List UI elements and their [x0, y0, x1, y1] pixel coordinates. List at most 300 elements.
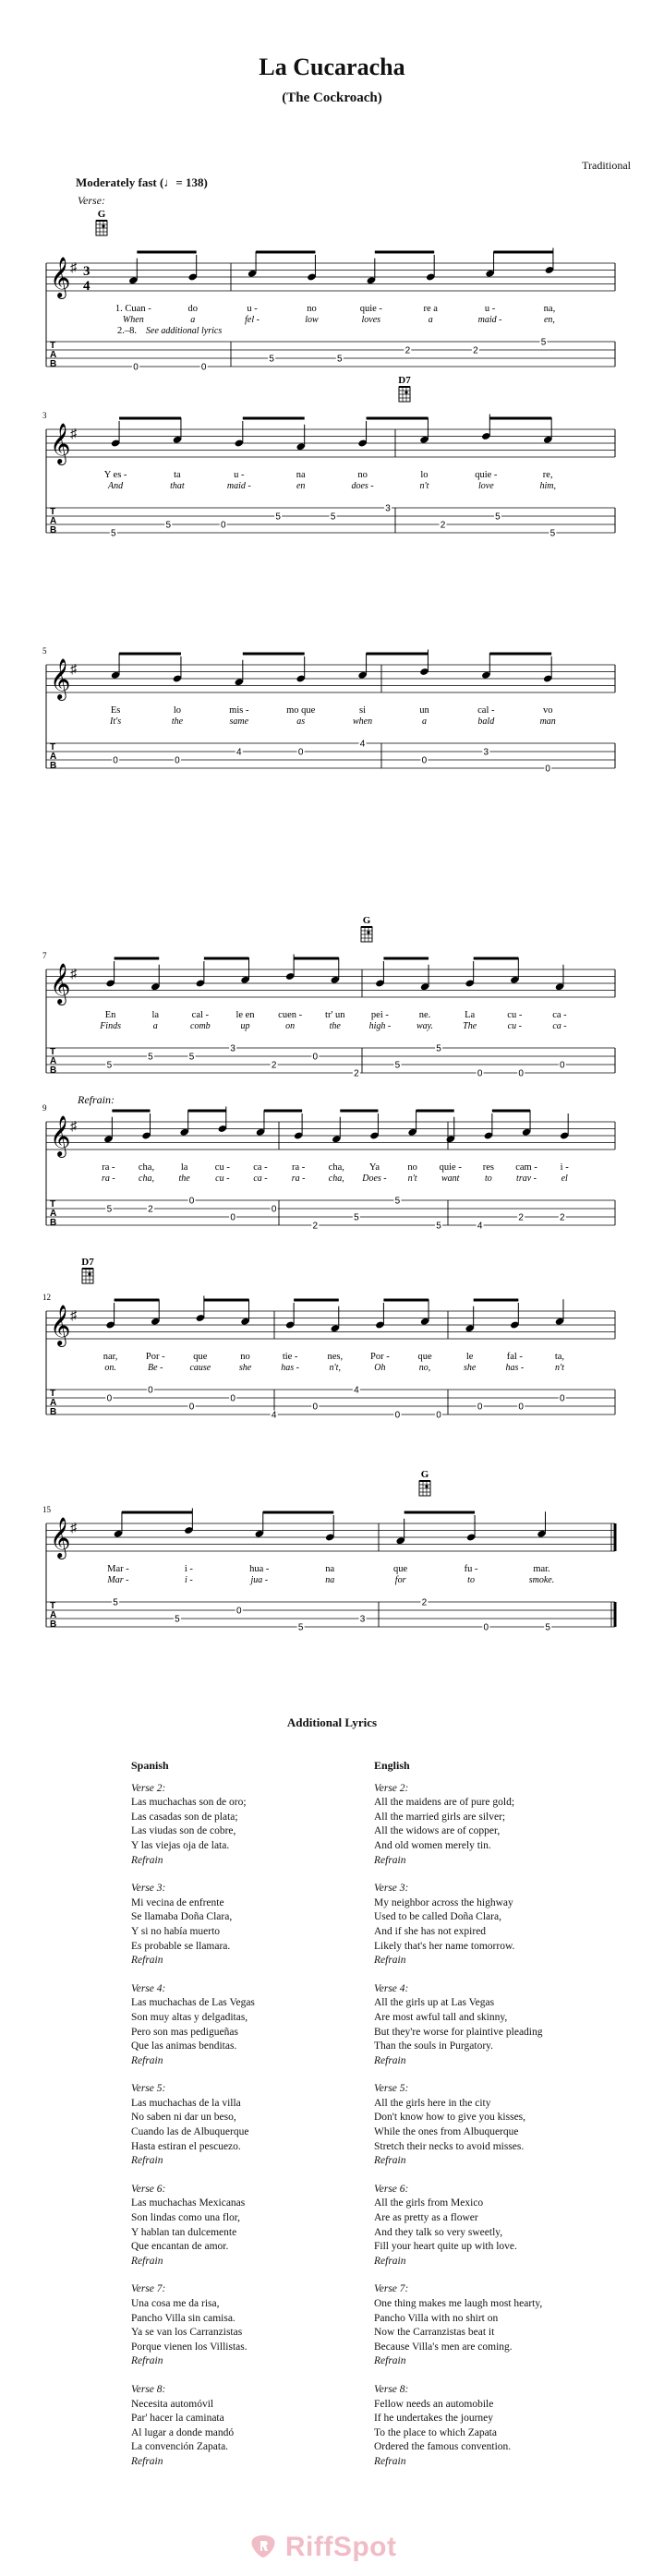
verse-label: Verse 8: — [131, 2383, 166, 2395]
verse-label: Verse 6: — [131, 2183, 166, 2195]
finger-dot — [367, 931, 369, 933]
lyric-syllable: i - — [184, 1564, 193, 1574]
tab-number: 5 — [188, 1052, 195, 1063]
lyric-syllable-english: love — [477, 481, 494, 491]
tab-number: 3 — [359, 1614, 366, 1625]
tab-clef-icon: A — [50, 1398, 57, 1408]
key-signature-sharp-icon: ♯ — [70, 427, 77, 441]
tab-number: 5 — [148, 1052, 153, 1063]
tab-number: 2 — [518, 1212, 524, 1223]
spanish-verse-4 — [131, 1982, 371, 2069]
lyric-syllable-english: en — [296, 481, 306, 491]
lyric-syllable: Por - — [145, 1352, 165, 1362]
lyric-syllable: cu - — [214, 1162, 230, 1173]
lyric-syllable-english: no, — [418, 1363, 431, 1373]
lyric-syllable: do — [187, 304, 198, 314]
spanish-verse-5 — [131, 2082, 371, 2169]
tab-number: 3 — [385, 503, 391, 514]
lyric-syllable-english: It's — [109, 716, 122, 727]
lyric-syllable-english: The — [463, 1021, 477, 1031]
tab-number: 5 — [354, 1212, 359, 1223]
lyric-line: Son lindas como una flor, — [131, 2212, 241, 2224]
lyric-syllable-english: on — [285, 1021, 296, 1031]
lyric-syllable: vo — [542, 705, 553, 716]
tab-clef-icon: B — [50, 1218, 57, 1228]
lyric-syllable: re a — [423, 304, 438, 314]
refrain-label: Refrain — [374, 2355, 406, 2367]
verse-label: Verse 7: — [131, 2283, 166, 2295]
measure-number: 15 — [42, 1505, 51, 1514]
lyric-syllable-english: she — [464, 1363, 477, 1373]
tab-number: 0 — [200, 362, 207, 373]
lyric-line: Una cosa me da risa, — [131, 2298, 220, 2309]
lyric-line: Pero son mas pedigueñas — [131, 2026, 238, 2038]
treble-clef-icon: 𝄞 — [50, 425, 71, 463]
additional-lyrics-title: Additional Lyrics — [286, 1715, 378, 1729]
lyric-line: Pancho Villa sin camisa. — [131, 2312, 235, 2324]
tab-number: 0 — [148, 1385, 153, 1396]
tab-number: 5 — [106, 1060, 113, 1071]
guitar-pick-icon — [249, 2534, 277, 2559]
lyric-line: Las muchachas de la villa — [131, 2097, 241, 2109]
lyric-line: All the girls up at Las Vegas — [374, 1997, 495, 2009]
lyric-syllable: ca - — [552, 1010, 567, 1020]
tab-number: 0 — [297, 747, 304, 758]
lyric-syllable-english: same — [229, 716, 249, 727]
lyric-syllable: le — [465, 1352, 474, 1362]
tab-number: 2 — [421, 1597, 428, 1608]
tab-number: 0 — [394, 1410, 401, 1421]
english-verse-7 — [374, 2282, 642, 2369]
finger-dot — [102, 224, 104, 227]
finger-dot — [404, 391, 407, 393]
lyric-line: Las viudas son de cobre, — [131, 1825, 236, 1837]
lyric-syllable-english: has - — [505, 1363, 525, 1373]
lyric-syllable: lo — [420, 470, 429, 480]
tab-number: 2 — [473, 345, 478, 356]
lyric-syllable: na — [325, 1564, 335, 1574]
tab-number: 0 — [518, 1068, 524, 1079]
tab-number: 5 — [394, 1196, 401, 1207]
lyric-syllable: La — [465, 1010, 476, 1020]
lyric-line: Fellow needs an automobile — [374, 2398, 494, 2410]
verse-label: Verse 5: — [131, 2083, 166, 2095]
lyric-syllable: cha, — [138, 1162, 155, 1173]
tab-number: 5 — [113, 1597, 118, 1608]
treble-clef-icon: 𝄞 — [50, 1117, 71, 1156]
tab-clef-icon: A — [50, 1610, 57, 1620]
verse-label: Verse 3: — [131, 1883, 166, 1895]
lyric-syllable: la — [151, 1010, 160, 1020]
spanish-lyrics-column — [131, 1759, 371, 2484]
treble-clef-icon: 𝄞 — [50, 1306, 71, 1345]
tab-number: 5 — [269, 354, 274, 365]
verse-label: Verse 7: — [374, 2283, 409, 2295]
spanish-verse-7 — [131, 2282, 371, 2369]
tab-clef-icon: T — [50, 507, 56, 517]
lyric-syllable: hua - — [249, 1564, 270, 1574]
lyric-syllable: lo — [173, 705, 182, 716]
lyric-syllable: na — [296, 470, 306, 480]
lyric-syllable-english: the — [171, 716, 184, 727]
tab-clef-icon: T — [50, 742, 56, 752]
refrain-label: Refrain — [131, 2155, 163, 2167]
lyric-syllable-english: has - — [281, 1363, 300, 1373]
lyric-syllable: quie - — [439, 1162, 462, 1173]
tab-clef-icon: A — [50, 752, 57, 762]
english-verse-6 — [374, 2183, 642, 2269]
lyric-syllable: no — [307, 304, 317, 314]
lyric-line: All the maidens are of pure gold; — [374, 1797, 515, 1809]
verse-label: Verse 5: — [374, 2083, 409, 2095]
lyric-syllable-english: ra - — [291, 1174, 306, 1184]
lyric-syllable-english: n't — [419, 481, 429, 491]
lyric-syllable-english: na — [325, 1575, 335, 1585]
lyric-syllable-english: him, — [539, 481, 556, 491]
key-signature-sharp-icon: ♯ — [70, 1309, 77, 1323]
tab-number: 2 — [312, 1221, 319, 1232]
lyric-line: And if she has not expired — [374, 1925, 487, 1937]
lyric-syllable-english: fel - — [245, 315, 260, 325]
lyric-syllable-english: she — [238, 1363, 252, 1373]
measure-number: 3 — [42, 411, 47, 420]
tempo-value: = 138) — [175, 175, 208, 189]
lyric-syllable-english: cha, — [139, 1174, 154, 1184]
refrain-label: Refrain — [131, 2054, 163, 2066]
tab-number: 0 — [477, 1068, 483, 1079]
refrain-label: Refrain — [374, 1955, 406, 1967]
english-verse-3 — [374, 1882, 642, 1968]
refrain-label: Refrain — [131, 1854, 163, 1866]
tab-number: 2 — [560, 1212, 565, 1223]
lyric-syllable-english: n't, — [329, 1363, 341, 1373]
lyric-syllable: que — [417, 1352, 432, 1362]
lyric-syllable-english: el — [561, 1174, 568, 1184]
lyric-line: One thing makes me laugh most hearty, — [374, 2298, 543, 2309]
lyric-line: Las casadas son de plata; — [131, 1811, 238, 1823]
lyric-line: Las muchachas de Las Vegas — [131, 1997, 255, 2009]
lyric-syllable-english: a — [421, 716, 427, 727]
lyric-syllable-english: cu - — [215, 1174, 230, 1184]
time-signature-top: 3 — [83, 264, 91, 279]
tab-number: 5 — [394, 1060, 401, 1071]
tab-number: 5 — [165, 520, 172, 531]
tab-number: 0 — [477, 1402, 483, 1413]
tab-number: 0 — [560, 1393, 565, 1404]
measure-number: 9 — [42, 1103, 47, 1113]
lyric-syllable: que — [193, 1352, 208, 1362]
lyric-syllable-english: a — [428, 315, 433, 325]
lyric-syllable: 1. Cuan - — [115, 304, 151, 314]
tab-number: 2 — [354, 1068, 359, 1079]
lyric-syllable-english: maid - — [477, 315, 502, 325]
lyric-syllable: mo que — [286, 705, 316, 716]
chord-name: G — [97, 209, 106, 220]
lyric-syllable-english: low — [305, 315, 319, 325]
lyric-syllable-english: i - — [185, 1575, 193, 1585]
lyric-line: Que las animas benditas. — [131, 2040, 237, 2052]
lyric-syllable-english: n't — [554, 1363, 564, 1373]
lyric-syllable-english: jua - — [250, 1575, 269, 1585]
finger-dot — [425, 1485, 428, 1487]
lyric-syllable: i - — [560, 1162, 569, 1173]
song-title: La Cucaracha — [259, 54, 405, 80]
lyric-syllable-english: loves — [361, 315, 381, 325]
lyric-syllable-english: trav - — [516, 1174, 537, 1184]
lyric-line: Used to be called Doña Clara, — [374, 1911, 501, 1923]
tab-number: 0 — [518, 1402, 524, 1413]
tab-clef-icon: A — [50, 1209, 57, 1219]
lyric-line: If he undertakes the journey — [374, 2413, 494, 2425]
tab-clef-icon: T — [50, 1199, 56, 1210]
tab-clef-icon: B — [50, 761, 57, 771]
tab-number: 5 — [436, 1043, 441, 1054]
lyric-line: Es probable se llamara. — [131, 1940, 231, 1952]
tab-clef-icon: B — [50, 359, 57, 369]
lyric-syllable: u - — [484, 304, 496, 314]
lyric-line: Cuando las de Albuquerque — [131, 2126, 249, 2138]
lyric-syllable: res — [482, 1162, 495, 1173]
key-signature-sharp-icon: ♯ — [70, 968, 77, 981]
measure-number: 12 — [42, 1293, 51, 1302]
treble-clef-icon: 𝄞 — [50, 965, 71, 1004]
treble-clef-icon: 𝄞 — [50, 660, 71, 699]
lyric-syllable-english: n't — [407, 1174, 417, 1184]
lyric-syllable-english: high - — [368, 1021, 392, 1031]
lyric-syllable: quie - — [359, 304, 382, 314]
lyric-syllable-english: bald — [477, 716, 495, 727]
lyric-syllable-english: up — [240, 1021, 250, 1031]
lyric-syllable-english: on. — [104, 1363, 116, 1373]
english-heading: English — [374, 1759, 410, 1772]
lyric-syllable: fal - — [506, 1352, 523, 1362]
tab-number: 0 — [106, 1393, 113, 1404]
lyric-syllable: pei - — [370, 1010, 389, 1020]
lyric-syllable: un — [419, 705, 429, 716]
tab-number: 5 — [495, 512, 501, 523]
lyric-syllable: ne. — [418, 1010, 431, 1020]
lyric-syllable-english: ca - — [552, 1021, 567, 1031]
chord-name: D7 — [398, 375, 411, 386]
lyric-syllable-english: man — [539, 716, 556, 727]
lyric-syllable: la — [180, 1162, 188, 1173]
tab-clef-icon: B — [50, 1619, 57, 1630]
treble-clef-icon: 𝄞 — [50, 259, 71, 297]
lyric-syllable-english: for — [394, 1575, 406, 1585]
lyric-syllable-english: Oh — [374, 1363, 386, 1373]
lyric-syllable-english: maid - — [226, 481, 251, 491]
lyric-syllable: le en — [235, 1010, 255, 1020]
verse-label: Verse 3: — [374, 1883, 409, 1895]
english-lyrics-column — [374, 1759, 642, 2484]
lyric-line: Y hablan tan dulcemente — [131, 2226, 237, 2238]
section-label-verse: Verse: — [78, 194, 105, 207]
lyric-syllable-english: cha, — [328, 1174, 344, 1184]
refrain-label: Refrain — [131, 2355, 163, 2367]
lyric-syllable: Mar - — [107, 1564, 129, 1574]
tab-number: 5 — [330, 512, 336, 523]
lyric-syllable: tie - — [282, 1352, 298, 1362]
lyric-syllable-english: cu - — [507, 1021, 522, 1031]
tab-number: 3 — [230, 1043, 235, 1054]
tab-clef-icon: T — [50, 1389, 56, 1399]
tab-number: 0 — [236, 1606, 242, 1617]
tab-number: 5 — [540, 337, 547, 348]
lyric-line: All the married girls are silver; — [374, 1811, 506, 1823]
tab-clef-icon: A — [50, 516, 57, 526]
refrain-label: Refrain — [374, 2255, 406, 2267]
refrain-label: Refrain — [374, 2054, 406, 2066]
english-verse-2 — [374, 1782, 642, 1869]
lyric-line: Than the souls in Purgatory. — [374, 2040, 494, 2052]
lyric-line: No saben ni dar un beso, — [131, 2112, 236, 2124]
tab-number: 5 — [297, 1622, 304, 1633]
riffspot-logo — [249, 2532, 396, 2563]
lyric-syllable: ta, — [554, 1352, 565, 1362]
lyric-syllable: u - — [247, 304, 258, 314]
lyric-line: Son muy altas y delgaditas, — [131, 2011, 248, 2023]
english-verse-8 — [374, 2383, 642, 2470]
tab-number: 5 — [549, 528, 556, 539]
lyric-syllable-english: as — [296, 716, 306, 727]
tab-number: 0 — [133, 362, 139, 373]
lyric-syllable-english: the — [329, 1021, 341, 1031]
tab-number: 0 — [188, 1196, 195, 1207]
lyric-syllable-english: a — [190, 315, 196, 325]
tab-number: 0 — [560, 1060, 565, 1071]
tab-number: 0 — [113, 755, 118, 766]
refrain-label: Refrain — [131, 1955, 163, 1967]
lyric-syllable-english: when — [353, 716, 373, 727]
lyric-line: Stretch their necks to avoid misses. — [374, 2140, 525, 2152]
lyric-line: Porque vienen los Villistas. — [131, 2341, 247, 2353]
lyric-syllable-english: a — [152, 1021, 158, 1031]
refrain-label: Refrain — [374, 1854, 406, 1866]
tab-number: 5 — [175, 1614, 180, 1625]
spanish-heading: Spanish — [131, 1759, 169, 1772]
measure-number: 5 — [42, 646, 47, 656]
lyric-line: And old women merely tin. — [374, 1839, 491, 1851]
lyric-syllable: mar. — [533, 1564, 550, 1574]
chord-name: G — [362, 915, 371, 926]
refrain-label: Refrain — [374, 2155, 406, 2167]
lyric-syllable: cal - — [477, 705, 495, 716]
lyric-syllable-english: And — [108, 481, 124, 491]
lyric-syllable: re, — [542, 470, 553, 480]
lyric-line: But they're worse for plaintive pleading — [374, 2026, 543, 2038]
lyric-line: Are as pretty as a flower — [374, 2212, 478, 2224]
tab-number: 0 — [421, 755, 428, 766]
lyric-line: Se llamaba Doña Clara, — [131, 1911, 233, 1923]
lyric-line: Are most awful tall and skinny, — [374, 2011, 508, 2023]
lyric-syllable-english: that — [170, 481, 185, 491]
measure-number: 7 — [42, 951, 47, 960]
key-signature-sharp-icon: ♯ — [70, 1120, 77, 1134]
verse-label: Verse 6: — [374, 2183, 409, 2195]
tab-number: 0 — [188, 1402, 195, 1413]
spanish-verse-3 — [131, 1882, 371, 1968]
lyric-syllable-english: ra - — [101, 1174, 115, 1184]
lyric-syllable: cal - — [191, 1010, 210, 1020]
lyric-line: All the girls from Mexico — [374, 2197, 484, 2209]
tab-number: 5 — [545, 1622, 550, 1633]
tab-number: 0 — [312, 1052, 319, 1063]
lyric-syllable-english: When — [122, 315, 144, 325]
lyric-syllable: fu - — [464, 1564, 478, 1574]
lyric-line: Now the Carranzistas beat it — [374, 2327, 495, 2339]
english-verse-5 — [374, 2082, 642, 2169]
verse-label: Verse 2: — [131, 1782, 166, 1794]
chord-name: D7 — [81, 1257, 94, 1268]
tab-number: 5 — [111, 528, 116, 539]
english-verse-4 — [374, 1982, 642, 2069]
lyric-syllable: nes, — [327, 1352, 344, 1362]
lyric-line: Que encantan de amor. — [131, 2241, 229, 2253]
lyric-syllable: cha, — [328, 1162, 344, 1173]
tab-number: 5 — [275, 512, 281, 523]
key-signature-sharp-icon: ♯ — [70, 663, 77, 677]
tab-clef-icon: T — [50, 1047, 56, 1057]
refrain-label: Refrain — [374, 2455, 406, 2467]
lyric-line: Fill your heart quite up with love. — [374, 2241, 517, 2253]
lyric-syllable-english: way. — [417, 1021, 434, 1031]
tab-number: 0 — [230, 1212, 235, 1223]
lyric-syllable: na, — [543, 304, 556, 314]
tab-number: 2 — [440, 520, 446, 531]
tab-number: 4 — [236, 747, 242, 758]
lyric-line: Pancho Villa with no shirt on — [374, 2312, 499, 2324]
lyric-line: And they talk so very sweetly, — [374, 2226, 503, 2238]
lyric-syllable: Por - — [370, 1352, 390, 1362]
lyric-syllable: no — [407, 1162, 417, 1173]
lyric-syllable: cu - — [507, 1010, 523, 1020]
lyric-syllable-english: Mar - — [107, 1575, 129, 1585]
lyric-syllable: mis - — [229, 705, 249, 716]
refrain-label: Refrain — [131, 2255, 163, 2267]
lyric-line: Likely that's her name tomorrow. — [374, 1940, 515, 1952]
lyric-line: All the girls here in the city — [374, 2097, 491, 2109]
lyric-syllable: Y es - — [103, 470, 127, 480]
quarter-note-icon: ♩ — [163, 175, 176, 189]
lyric-syllable: cuen - — [278, 1010, 303, 1020]
lyric-syllable: ra - — [291, 1162, 306, 1173]
lyric-line: Don't know how to give you kisses, — [374, 2112, 526, 2124]
spanish-verse-2 — [131, 1782, 371, 1869]
lyric-line: Necesita automóvil — [131, 2398, 214, 2410]
tab-number: 2 — [271, 1060, 277, 1071]
tab-number: 3 — [483, 747, 489, 758]
lyric-syllable-english: en, — [543, 315, 555, 325]
lyric-syllable: ca - — [253, 1162, 268, 1173]
lyric-syllable-english: Finds — [100, 1021, 121, 1031]
lyric-line: All the widows are of copper, — [374, 1825, 501, 1837]
lyric-syllable-english: to — [484, 1174, 492, 1184]
tab-number: 0 — [483, 1622, 489, 1633]
tab-clef-icon: A — [50, 350, 57, 360]
composer-credit: Traditional — [582, 159, 631, 172]
lyric-line: Las muchachas son de oro; — [131, 1797, 247, 1809]
logo-text: RiffSpot — [284, 2532, 397, 2562]
tab-number: 2 — [148, 1204, 153, 1215]
key-signature-sharp-icon: ♯ — [70, 261, 77, 275]
tab-number: 0 — [271, 1204, 277, 1215]
lyric-syllable: ta — [174, 470, 181, 480]
lyric-line: Al lugar a donde mandó — [131, 2426, 235, 2438]
lyric-syllable: no — [357, 470, 368, 480]
tab-number: 4 — [271, 1410, 277, 1421]
lyric-syllable: ra - — [102, 1162, 115, 1173]
lyric-syllable: Es — [110, 705, 121, 716]
